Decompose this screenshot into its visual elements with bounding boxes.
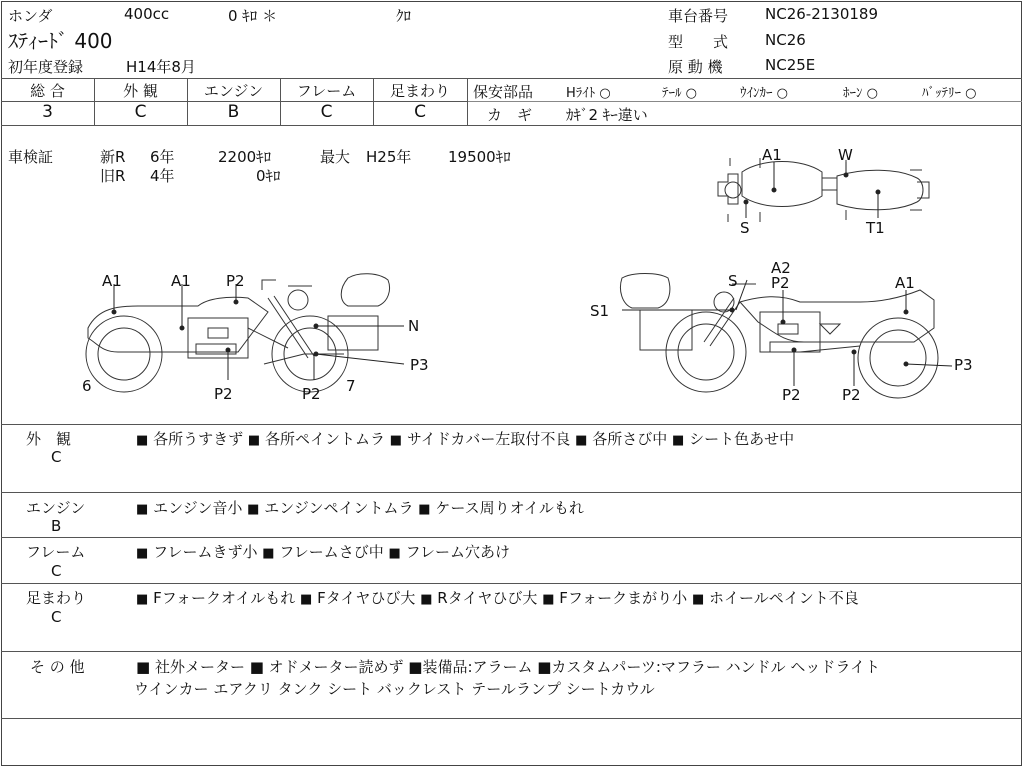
- bullet-icon: ■: [388, 546, 401, 561]
- note-category-engine: エンジン: [26, 499, 86, 517]
- inspection-old-years: 4年: [150, 167, 175, 185]
- safety-headlight: Hﾗｲﾄ ○: [566, 86, 611, 101]
- inspection-max-km: 19500ｷﾛ: [448, 148, 511, 166]
- frame-no-label: 車台番号: [668, 7, 729, 25]
- note-item: フレームさび中: [279, 543, 384, 561]
- mark-left-p2-front: P2: [302, 385, 321, 403]
- bullet-icon: ■: [672, 433, 685, 448]
- grade-header-engine: エンジン: [203, 82, 264, 100]
- key-value: ｶｷﾞ2 ｷｰ違い: [566, 106, 648, 124]
- note-other-line2: ウインカー エアクリ タンク シート バックレスト テールランプ シートカウル: [134, 680, 655, 698]
- grade-frame: C: [320, 102, 333, 122]
- note-category-frame: フレーム: [26, 543, 86, 561]
- mark-left-p3: P3: [410, 356, 429, 374]
- bullet-icon: ■: [389, 433, 403, 448]
- note-other-line1: ■ 社外メーター ■ オドメーター読めず ■装備品:アラーム ■カスタムパーツ:マフラー ハンドル ヘッドライト: [136, 658, 880, 676]
- safety-battery: ﾊﾞｯﾃﾘｰ ○: [922, 86, 977, 101]
- note-item: サイドカバー左取付不良: [406, 430, 571, 448]
- mileage: 0 ｷﾛ ＊: [228, 7, 278, 25]
- mark-top-a1: A1: [762, 146, 782, 164]
- mark-right-p2-rear: P2: [842, 386, 861, 404]
- safety-horn: ﾎｰﾝ ○: [843, 86, 878, 101]
- note-item: 各所うすきず: [153, 430, 244, 448]
- bullet-icon: ■: [136, 546, 149, 561]
- bullet-icon: ■: [136, 502, 149, 517]
- inspection-new-km: 2200ｷﾛ: [218, 148, 272, 166]
- note-grade-engine: B: [51, 517, 62, 535]
- note-item: Rタイヤひび大: [437, 589, 538, 607]
- divider: [1, 125, 1022, 126]
- note-item: ホイールペイント不良: [709, 589, 859, 607]
- grade-total: 3: [42, 102, 53, 122]
- bullet-icon: ■: [542, 592, 555, 607]
- note-grade-exterior: C: [51, 448, 62, 466]
- maker: ホンダ: [8, 7, 53, 25]
- inspection-new-years: 6年: [150, 148, 175, 166]
- mark-right-a1: A1: [895, 274, 915, 292]
- inspection-old-km: 0ｷﾛ: [256, 167, 281, 185]
- note-category-suspension: 足まわり: [26, 589, 87, 607]
- model-name: ｽﾃｨｰﾄﾞ 400: [8, 29, 113, 53]
- color: ｸﾛ: [396, 7, 412, 25]
- grade-header-exterior: 外 観: [123, 82, 158, 100]
- motorcycle-left-view: [78, 268, 418, 398]
- note-item: 各所ペイントムラ: [264, 430, 385, 448]
- mark-left-n: N: [408, 317, 420, 335]
- divider: [1, 718, 1022, 719]
- grade-header-total: 総 合: [30, 82, 65, 100]
- mark-right-p2-top: P2: [771, 274, 790, 292]
- note-item: ケース周りオイルもれ: [435, 499, 584, 517]
- grade-engine: B: [227, 102, 240, 122]
- note-item: Fフォークまがり小: [559, 589, 688, 607]
- note-item: Fタイヤひび大: [317, 589, 416, 607]
- displacement: 400cc: [124, 5, 170, 23]
- bullet-icon: ■: [247, 433, 261, 448]
- note-grade-suspension: C: [51, 608, 62, 626]
- mark-top-t1: T1: [866, 219, 885, 237]
- mark-top-s: S: [740, 219, 750, 237]
- note-item: シート色あせ中: [689, 430, 795, 448]
- inspection-max-year: H25年: [366, 148, 412, 166]
- mark-right-p2-engine: P2: [782, 386, 801, 404]
- divider: [467, 101, 1022, 102]
- mark-top-w: W: [838, 146, 853, 164]
- inspection-max-label: 最大: [320, 148, 351, 166]
- key-label: カ ギ: [487, 106, 533, 124]
- motorcycle-right-view: [600, 262, 980, 402]
- note-item: エンジン音小: [153, 499, 243, 517]
- note-grade-frame: C: [51, 562, 62, 580]
- note-item: 各所さび中: [592, 430, 668, 448]
- divider: [1, 583, 1022, 584]
- mark-left-7: 7: [346, 377, 356, 395]
- note-item: フレームきず小: [153, 543, 258, 561]
- grade-header-suspension: 足まわり: [389, 82, 450, 100]
- note-items-frame: [136, 541, 510, 562]
- note-items-engine: [136, 497, 584, 518]
- safety-winker: ｳｲﾝｶｰ ○: [740, 86, 788, 101]
- mark-right-s1: S1: [590, 302, 610, 320]
- note-items-exterior: [136, 428, 794, 449]
- inspection-old-r: 旧R: [100, 167, 126, 185]
- mark-left-p2-engine: P2: [214, 385, 233, 403]
- first-reg-value: H14年8月: [126, 58, 196, 76]
- engine-value: NC25E: [765, 56, 816, 74]
- divider: [1, 424, 1022, 425]
- safety-label: 保安部品: [473, 83, 534, 101]
- grade-exterior: C: [134, 102, 147, 122]
- mark-right-s: S: [728, 272, 738, 290]
- divider: [1, 492, 1022, 493]
- note-items-suspension: [136, 587, 859, 608]
- bullet-icon: ■: [300, 592, 313, 607]
- inspection-new-r: 新R: [100, 148, 126, 166]
- frame-no: NC26-2130189: [765, 5, 878, 23]
- grade-suspension: C: [414, 102, 426, 122]
- note-item: Fフォークオイルもれ: [153, 589, 296, 607]
- first-reg-label: 初年度登録: [8, 58, 84, 76]
- mark-left-a1-tank: A1: [171, 272, 191, 290]
- bullet-icon: ■: [136, 433, 149, 448]
- safety-taillight: ﾃｰﾙ ○: [662, 86, 697, 101]
- divider: [1, 537, 1022, 538]
- type-label: 型 式: [668, 33, 729, 51]
- bullet-icon: ■: [262, 546, 275, 561]
- bullet-icon: ■: [575, 433, 588, 448]
- grade-header-frame: フレーム: [296, 82, 357, 100]
- mark-right-p3: P3: [954, 356, 973, 374]
- mark-left-6: 6: [82, 377, 92, 395]
- bullet-icon: ■: [691, 592, 705, 607]
- top-leader-lines: [700, 140, 950, 240]
- mark-left-a1-rear: A1: [102, 272, 122, 290]
- bullet-icon: ■: [418, 502, 431, 517]
- divider: [1, 78, 1022, 79]
- note-category-exterior: 外 観: [26, 430, 72, 448]
- divider: [1, 651, 1022, 652]
- bullet-icon: ■: [420, 592, 433, 607]
- inspection-label: 車検証: [8, 148, 54, 166]
- bullet-icon: ■: [136, 592, 149, 607]
- engine-label: 原 動 機: [668, 58, 723, 76]
- type-value: NC26: [765, 31, 806, 49]
- divider: [467, 78, 468, 125]
- bullet-icon: ■: [247, 502, 260, 517]
- mark-right-a2: A2: [771, 259, 791, 277]
- mark-left-p2-top: P2: [226, 272, 245, 290]
- note-item: フレーム穴あけ: [405, 543, 511, 561]
- note-item: エンジンペイントムラ: [264, 499, 414, 517]
- note-category-other: そ の 他: [30, 658, 85, 676]
